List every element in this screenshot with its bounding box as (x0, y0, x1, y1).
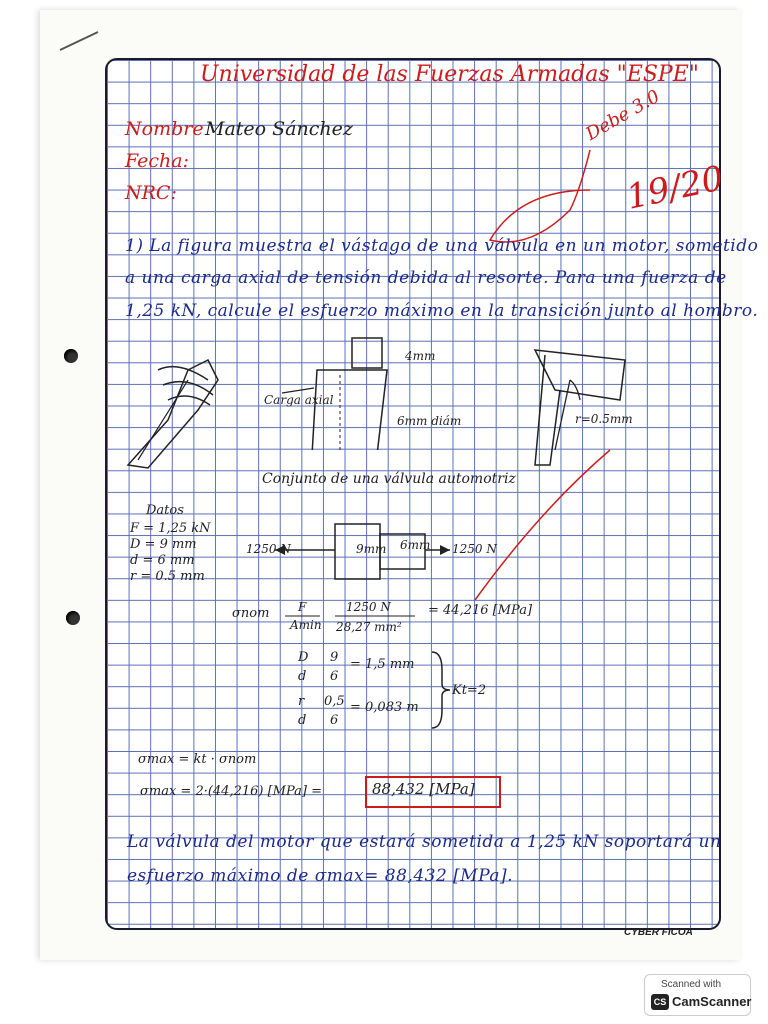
camscanner-badge (644, 974, 751, 1016)
rd-den: d (298, 713, 307, 728)
camscanner-logo-icon: CS (651, 994, 669, 1010)
Dd-num: D (298, 650, 309, 665)
dim-4mm-label: 4mm (405, 349, 436, 363)
rd-val-num: 0,5 (324, 694, 345, 709)
name-value: Mateo Sánchez (205, 118, 353, 140)
datos-title: Datos (146, 503, 184, 518)
carga-axial-label: Carga axial (264, 393, 334, 407)
conclusion-line-2: esfuerzo máximo de σmax= 88,432 [MPa]. (127, 866, 514, 886)
valve-assembly-sketch (118, 350, 238, 480)
rd-result: = 0,083 m (350, 700, 419, 715)
binder-hole (64, 349, 78, 363)
datos-item: D = 9 mm (130, 537, 197, 552)
shoulder-fillet-sketch (515, 340, 635, 470)
snom-eq-num: 1250 N (346, 600, 391, 614)
snom-num: F (298, 600, 307, 614)
nrc-label: NRC: (125, 182, 177, 204)
dim-d-label: 6mm (400, 538, 431, 552)
problem-line-1: 1) La figura muestra el vástago de una válvula en un motor, sometido (125, 236, 759, 256)
datos-item: r = 0.5 mm (130, 569, 205, 584)
scanned-with-text: Scanned with (661, 979, 722, 990)
datos-item: d = 6 mm (130, 553, 195, 568)
snom-eq-den: 28,27 mm² (336, 620, 402, 634)
notebook-brand: CYBER FICOA (624, 927, 693, 938)
Dd-result: = 1,5 mm (350, 657, 415, 672)
university-title: Universidad de las Fuerzas Armadas "ESPE" (200, 62, 699, 87)
problem-line-3: 1,25 kN, calcule el esfuerzo máximo en la transición junto al hombro. (125, 301, 759, 321)
datos-item: F = 1,25 kN (130, 521, 211, 536)
rd-val-den: 6 (330, 713, 339, 728)
problem-line-2: a una carga axial de tensión debida al resorte. Para una fuerza de (125, 268, 727, 288)
snom-den: Amin (290, 618, 322, 632)
fillet-radius-label: r=0.5mm (575, 412, 633, 426)
Dd-val-num: 9 (330, 650, 339, 665)
grade-annotation: Debe 3.0 (582, 86, 664, 145)
smax-result: 88,432 [MPa] (372, 780, 475, 798)
name-label: Nombre (125, 118, 204, 140)
dim-6mm-label: 6mm diám (397, 414, 462, 428)
rd-num: r (298, 694, 305, 709)
figure-caption: Conjunto de una válvula automotriz (262, 471, 516, 487)
smax-formula: σmax = kt · σnom (138, 752, 257, 767)
camscanner-name: CamScanner (672, 994, 752, 1009)
fraction-bars (285, 613, 425, 619)
kt-value: Kt=2 (452, 683, 487, 698)
Dd-den: d (298, 669, 307, 684)
Dd-val-den: 6 (330, 669, 339, 684)
smax-calc: σmax = 2·(44,216) [MPa] = (140, 784, 322, 799)
snom-result: = 44,216 [MPa] (428, 603, 533, 618)
dim-D-label: 9mm (356, 542, 387, 556)
valve-stem-sketch (262, 330, 392, 450)
snom-lhs: σnom (232, 606, 270, 621)
right-force-label: 1250 N (452, 542, 497, 556)
left-force-label: 1250 N (246, 542, 291, 556)
date-label: Fecha: (125, 150, 189, 172)
grade-score: 19/20 (622, 158, 728, 218)
binder-hole (66, 611, 80, 625)
conclusion-line-1: La válvula del motor que estará sometida a 1,25 kN soportará un (127, 832, 722, 852)
pen-mark (58, 28, 118, 58)
